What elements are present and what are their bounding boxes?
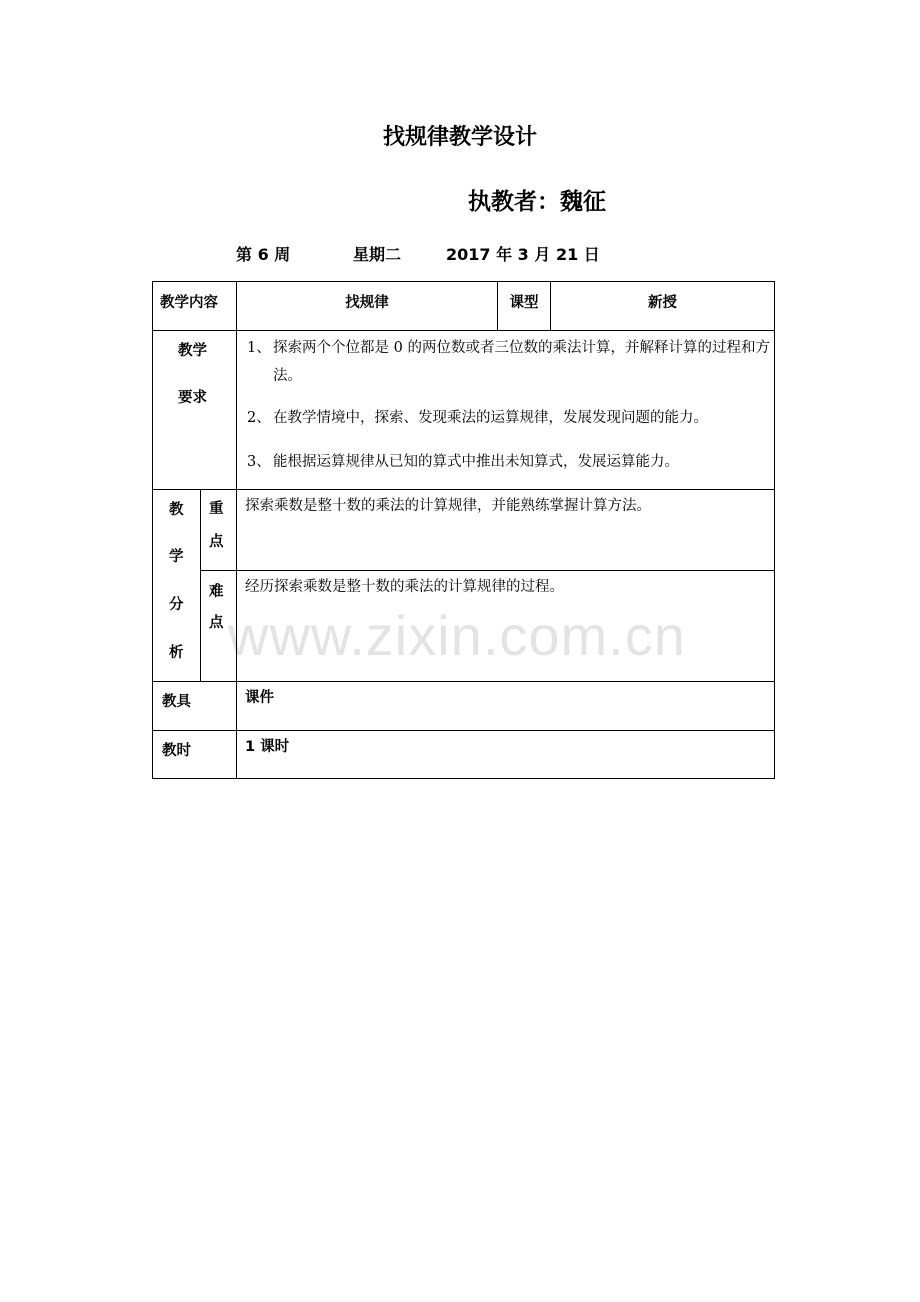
requirement-text: 探索两个个位都是 0 的两位数或者三位数的乘法计算，并解释计算的过程和方法。 — [273, 340, 770, 384]
lesson-plan-table — [152, 281, 775, 779]
requirement-text: 能根据运算规律从已知的算式中推出未知算式，发展运算能力。 — [273, 454, 679, 470]
difficulty-label-char: 难 — [209, 584, 224, 600]
week-label: 第 6 周 — [236, 245, 291, 264]
analysis-char: 学 — [169, 549, 184, 565]
key-label-char: 点 — [209, 534, 224, 550]
time-value: 1 课时 — [245, 739, 290, 755]
tools-value: 课件 — [245, 690, 274, 706]
content-label: 教学内容 — [160, 295, 218, 311]
date-line — [0, 242, 920, 266]
requirement-text: 在教学情境中，探索、发现乘法的运算规律，发展发现问题的能力。 — [273, 410, 708, 426]
key-label-char: 重 — [209, 501, 224, 517]
type-value: 新授 — [648, 295, 677, 311]
requirement-number: 3、 — [247, 454, 271, 470]
analysis-char: 析 — [169, 645, 184, 661]
teacher-line: 执教者：魏征 — [468, 189, 606, 215]
requirement-number: 2、 — [247, 410, 271, 426]
document-title: 找规律教学设计 — [382, 125, 537, 150]
tools-label: 教具 — [162, 694, 191, 710]
key-point-text: 探索乘数是整十数的乘法的计算规律，并能熟练掌握计算方法。 — [245, 498, 651, 514]
difficulty-label-char: 点 — [209, 615, 224, 631]
date-label: 2017 年 3 月 21 日 — [446, 245, 600, 264]
type-label: 课型 — [509, 295, 539, 311]
requirements-label-2: 要求 — [178, 390, 207, 406]
requirement-item-1 — [247, 334, 777, 390]
weekday-label: 星期二 — [353, 245, 402, 264]
time-label: 教时 — [162, 743, 191, 759]
watermark: www.zixin.com.cn — [228, 604, 686, 667]
difficulty-text: 经历探索乘数是整十数的乘法的计算规律的过程。 — [245, 579, 564, 595]
analysis-char: 分 — [169, 597, 184, 613]
requirements-label-1: 教学 — [178, 343, 207, 359]
requirement-item-3 — [247, 448, 777, 476]
requirement-item-2 — [247, 404, 777, 432]
requirement-number: 1、 — [247, 340, 271, 356]
content-value: 找规律 — [345, 295, 389, 311]
analysis-char: 教 — [169, 502, 184, 518]
